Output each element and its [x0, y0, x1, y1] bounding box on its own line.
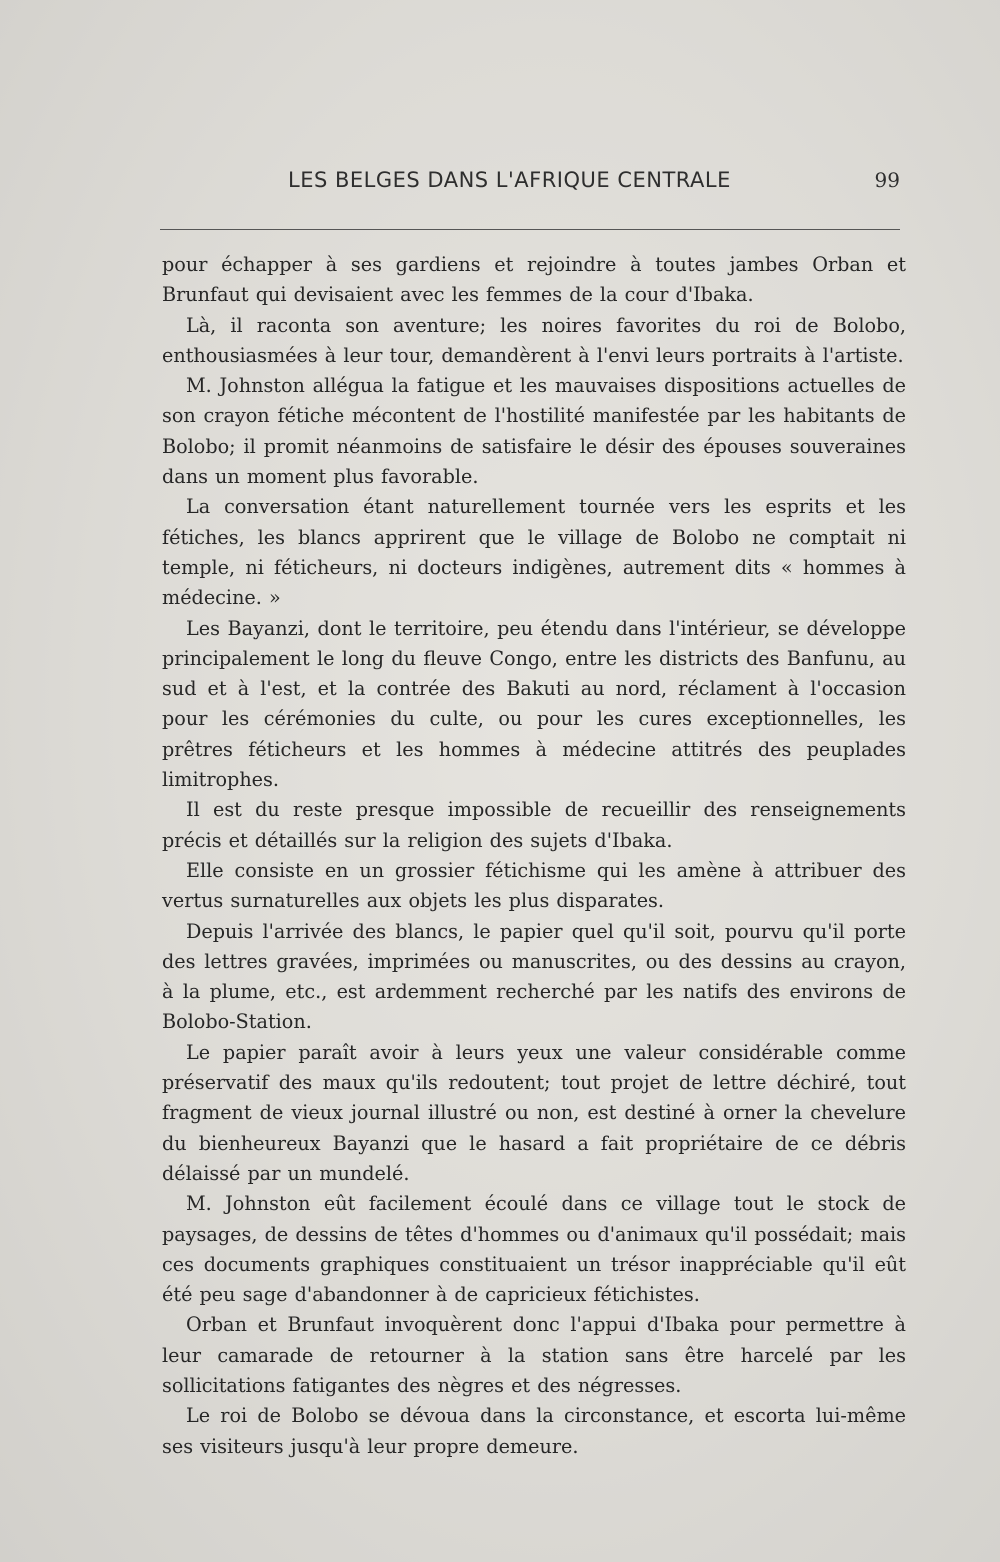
running-title: LES BELGES DANS L'AFRIQUE CENTRALE: [288, 168, 731, 192]
header-rule: [160, 229, 900, 230]
paragraph: Là, il raconta son aventure; les noires favorites du roi de Bolobo, enthousiasmées à leur tour, demandèrent à l'envi leurs portraits à l'artiste.: [162, 313, 906, 367]
paragraph: Orban et Brunfaut invoquèrent donc l'appui d'Ibaka pour permettre à leur camarade de retourner à la station sans être harcelé par les sollicitations fatigantes des nègres et des négresses.: [162, 1313, 906, 1397]
paragraph: M. Johnston allégua la fatigue et les mauvaises dispositions actuelles de son crayon fétiche mécontent de l'hostilité manifestée par les habitants de Bolobo; il promit néanmoins de satisfaire le désir des épouses souveraines dans un moment plus favorable.: [162, 374, 906, 489]
paragraph: pour échapper à ses gardiens et rejoindre à toutes jambes Orban et Brunfaut qui devisaient avec les femmes de la cour d'Ibaka.: [162, 253, 906, 307]
paragraph: La conversation étant naturellement tournée vers les esprits et les fétiches, les blancs apprirent que le village de Bolobo ne comptait ni temple, ni féticheurs, ni docteurs indigènes, autrement dits « hommes à médecine. »: [162, 495, 906, 610]
paragraph: Le papier paraît avoir à leurs yeux une valeur considérable comme préservatif des maux qu'ils redoutent; tout projet de lettre déchiré, tout fragment de vieux journal illustré ou non, est destiné à orner la chevelure du bienheureux Bayanzi que le hasard a fait propriétaire de ce débris délaissé par un mundelé.: [162, 1040, 906, 1185]
body-text: [162, 250, 906, 1462]
paragraph: Le roi de Bolobo se dévoua dans la circonstance, et escorta lui-même ses visiteurs jusqu'à leur propre demeure.: [162, 1404, 906, 1458]
paragraph: M. Johnston eût facilement écoulé dans ce village tout le stock de paysages, de dessins de têtes d'hommes ou d'animaux qu'il possédait; mais ces documents graphiques constituaient un trésor inappréciable qu'il eût été peu sage d'abandonner à de capricieux fétichistes.: [162, 1192, 906, 1307]
running-head: [160, 168, 900, 198]
paragraph: Les Bayanzi, dont le territoire, peu étendu dans l'intérieur, se développe principalement le long du fleuve Congo, entre les districts des Banfunu, au sud et à l'est, et la contrée des Bakuti au nord, réclament à l'occasion pour les cérémonies du culte, ou pour les cures exceptionnelles, les prêtres féticheurs et les hommes à médecine attitrés des peuplades limitrophes.: [162, 616, 906, 792]
paragraph: Elle consiste en un grossier fétichisme qui les amène à attribuer des vertus surnaturelles aux objets les plus disparates.: [162, 858, 906, 913]
paragraph: Depuis l'arrivée des blancs, le papier quel qu'il soit, pourvu qu'il porte des lettres gravées, imprimées ou manuscrites, ou des dessins au crayon, à la plume, etc., est ardemment recherché par les natifs des environs de Bolobo-Station.: [162, 919, 906, 1034]
paragraph: Il est du reste presque impossible de recueillir des renseignements précis et détaillés sur la religion des sujets d'Ibaka.: [162, 798, 906, 852]
page-number: 99: [874, 168, 900, 192]
